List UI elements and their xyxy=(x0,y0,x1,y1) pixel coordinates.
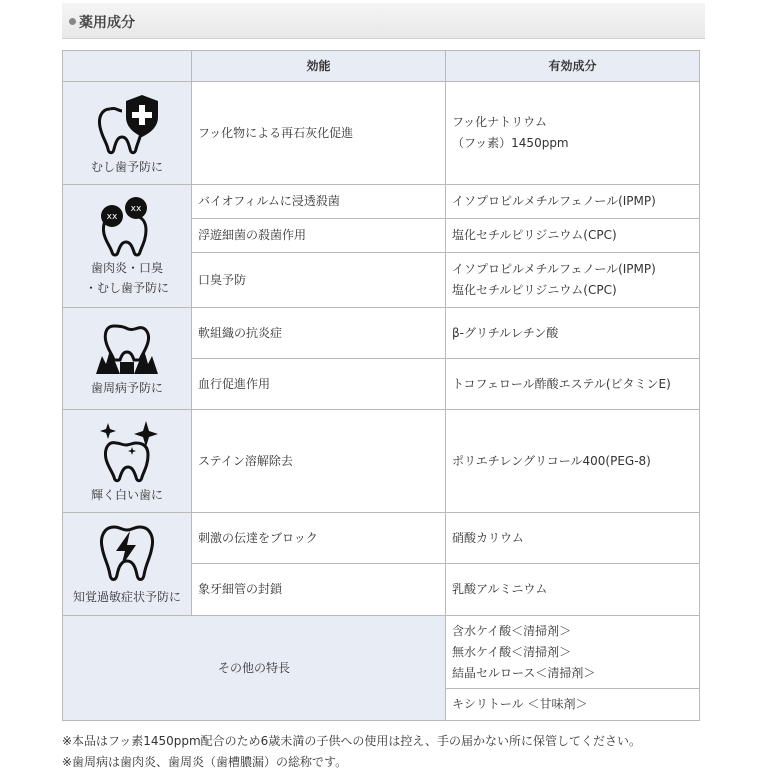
category-cell xyxy=(63,513,192,616)
effect-cell: フッ化物による再石灰化促進 xyxy=(192,82,446,185)
category-cell xyxy=(63,82,192,185)
footnote: ※本品はフッ素1450ppm配合のため6歳未満の子供への使用は控え、手の届かない所に保管してください。 xyxy=(62,734,642,748)
table-row xyxy=(63,308,700,359)
svg-text:xx: xx xyxy=(106,212,118,222)
ingredients-table xyxy=(62,50,700,721)
header-ingredient: 有効成分 xyxy=(446,51,700,82)
effect-cell: 浮遊細菌の殺菌作用 xyxy=(192,219,446,253)
section-title: 薬用成分 xyxy=(79,15,135,31)
ingredient-line: 無水ケイ酸＜清掃剤＞ xyxy=(452,644,572,659)
ingredient-cell: トコフェロール酢酸エステル(ビタミンE) xyxy=(446,359,700,410)
table-row xyxy=(63,82,700,185)
section-header xyxy=(62,3,705,39)
effect-cell: バイオフィルムに浸透殺菌 xyxy=(192,185,446,219)
ingredient-cell: 乳酸アルミニウム xyxy=(446,564,700,616)
category-label: 輝く白い歯に xyxy=(90,488,163,502)
ingredient-cell xyxy=(446,616,700,689)
table-header-row xyxy=(63,51,700,82)
category-cell xyxy=(63,185,192,308)
category-label: 歯肉炎・口臭 xyxy=(90,261,163,275)
effect-cell: 軟組織の抗炎症 xyxy=(192,308,446,359)
tooth-bacteria-icon xyxy=(63,194,191,258)
table-row xyxy=(63,185,700,219)
tooth-lightning-icon xyxy=(63,521,191,587)
category-label: ・むし歯予防に xyxy=(84,281,169,295)
ingredient-line: 含水ケイ酸＜清掃剤＞ xyxy=(452,623,572,638)
effect-cell: ステイン溶解除去 xyxy=(192,410,446,513)
effect-cell: 刺激の伝達をブロック xyxy=(192,513,446,564)
effect-cell: 口臭予防 xyxy=(192,253,446,308)
ingredient-line: 塩化セチルピリジニウム(CPC) xyxy=(452,283,617,297)
tooth-gum-icon xyxy=(63,320,191,378)
ingredient-cell xyxy=(446,253,700,308)
header-effect: 効能 xyxy=(192,51,446,82)
ingredient-cell: キシリトール ＜甘味剤＞ xyxy=(446,689,700,721)
ingredient-line: （フッ素）1450ppm xyxy=(452,136,569,150)
table-row xyxy=(63,616,700,689)
table-row xyxy=(63,410,700,513)
effect-cell: 血行促進作用 xyxy=(192,359,446,410)
ingredient-cell: 塩化セチルピリジニウム(CPC) xyxy=(446,219,700,253)
footnotes xyxy=(62,731,641,773)
ingredient-cell xyxy=(446,82,700,185)
bullet-icon xyxy=(69,18,76,25)
ingredient-cell: β-グリチルレチン酸 xyxy=(446,308,700,359)
category-label: 知覚過敏症状予防に xyxy=(72,590,181,604)
ingredient-line: 結晶セルロース＜清掃剤＞ xyxy=(452,665,596,680)
ingredient-cell: ポリエチレングリコール400(PEG-8) xyxy=(446,410,700,513)
tooth-shield-plus-icon xyxy=(63,89,191,157)
ingredient-cell: イソプロピルメチルフェノール(IPMP) xyxy=(446,185,700,219)
ingredient-line: フッ化ナトリウム xyxy=(452,115,548,129)
other-features-label: その他の特長 xyxy=(63,616,446,721)
tooth-sparkle-icon xyxy=(63,417,191,485)
category-label: むし歯予防に xyxy=(90,160,163,174)
effect-cell: 象牙細管の封鎖 xyxy=(192,564,446,616)
ingredient-cell: 硝酸カリウム xyxy=(446,513,700,564)
category-label: 歯周病予防に xyxy=(90,380,163,395)
category-cell xyxy=(63,308,192,410)
ingredient-line: イソプロピルメチルフェノール(IPMP) xyxy=(452,262,656,276)
header-category xyxy=(63,51,192,82)
category-cell xyxy=(63,410,192,513)
footnote: ※歯周病は歯肉炎、歯周炎（歯槽膿漏）の総称です。 xyxy=(62,755,348,769)
table-row xyxy=(63,513,700,564)
svg-text:xx: xx xyxy=(130,204,142,214)
